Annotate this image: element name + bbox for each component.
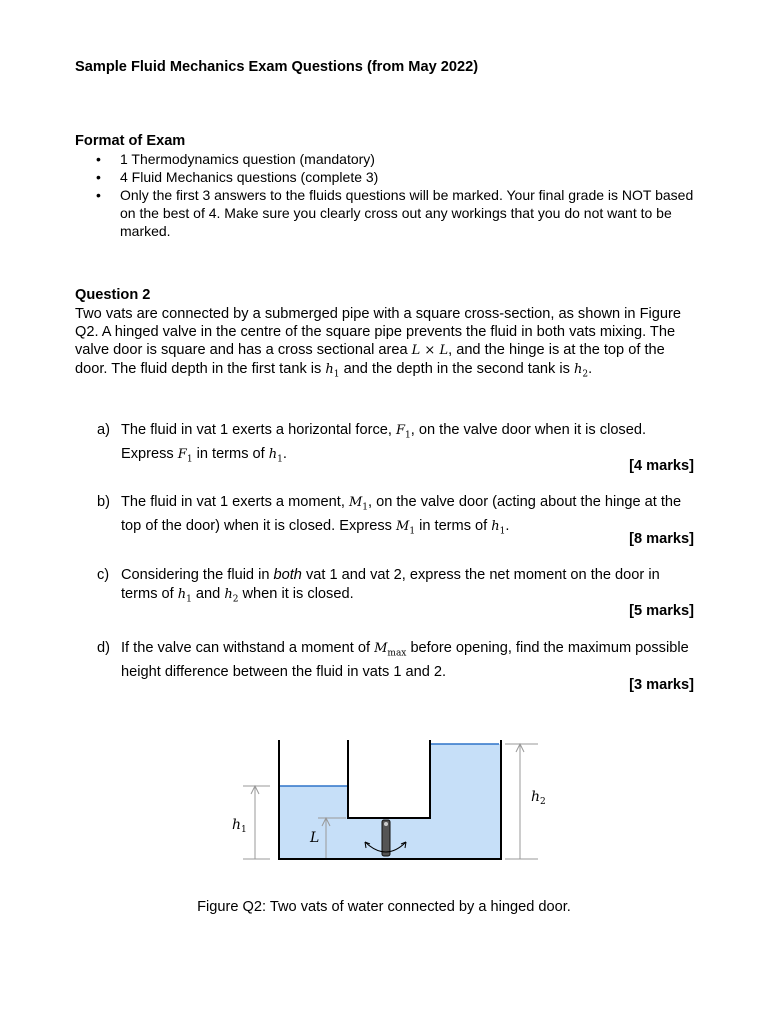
question-heading: Question 2	[75, 287, 151, 303]
format-heading: Format of Exam	[75, 133, 186, 149]
format-bullet: • Only the first 3 answers to the fluids questions will be marked. Your final grade is NOT based on the best of 4. Make sure you clearly cross out any workings that you do not want to be marked.	[75, 186, 695, 240]
label-h2: $h_2$	[531, 789, 546, 807]
label-L: L	[310, 830, 320, 846]
marks-label: [3 marks]	[629, 677, 694, 693]
format-list	[75, 150, 695, 240]
marks-label: [4 marks]	[629, 458, 694, 474]
divider-wall	[348, 740, 430, 818]
figure-q2	[0, 730, 768, 880]
document-title: Sample Fluid Mechanics Exam Questions (from May 2022)	[75, 59, 479, 75]
question-part-d: d) If the valve can withstand a moment of $M_{max}$ before opening, find the maximum possible height difference between the fluid in vats 1 and 2. [3 marks]	[97, 640, 694, 693]
question-part-c: c) Considering the fluid in both vat 1 and vat 2, express the net moment on the door in terms of $h_1$ and $h_2$ when it is closed. [5 marks]	[97, 567, 694, 619]
hinge-pin	[384, 822, 388, 826]
label-h1: $h_1$	[232, 817, 247, 835]
question-intro: Two vats are connected by a submerged pipe with a square cross-section, as shown in Figure Q2. A hinged valve in the centre of the square pipe prevents the fluid in both vats mixing. The valve door is square and has a cross sectional area L × L, and the hinge is at the top of the door. The fluid depth in the first tank is $h_1$ and the depth in the second tank is $h_2$.	[75, 306, 681, 380]
figure-caption: Figure Q2: Two vats of water connected by a hinged door.	[197, 899, 571, 915]
format-bullet: • 1 Thermodynamics question (mandatory)	[75, 150, 695, 168]
question-part-a: a) The fluid in vat 1 exerts a horizontal force, $F_1$, on the valve door when it is closed. Express $F_1$ in terms of $h_1$. [4 marks]	[97, 422, 694, 474]
question-part-b: b) The fluid in vat 1 exerts a moment, $M_1$, on the valve door (acting about the hinge at the top of the door) when it is closed. Express $M_1$ in terms of $h_1$. [8 marks]	[97, 494, 694, 547]
format-bullet: • 4 Fluid Mechanics questions (complete 3)	[75, 168, 695, 186]
marks-label: [5 marks]	[629, 603, 694, 619]
marks-label: [8 marks]	[629, 531, 694, 547]
